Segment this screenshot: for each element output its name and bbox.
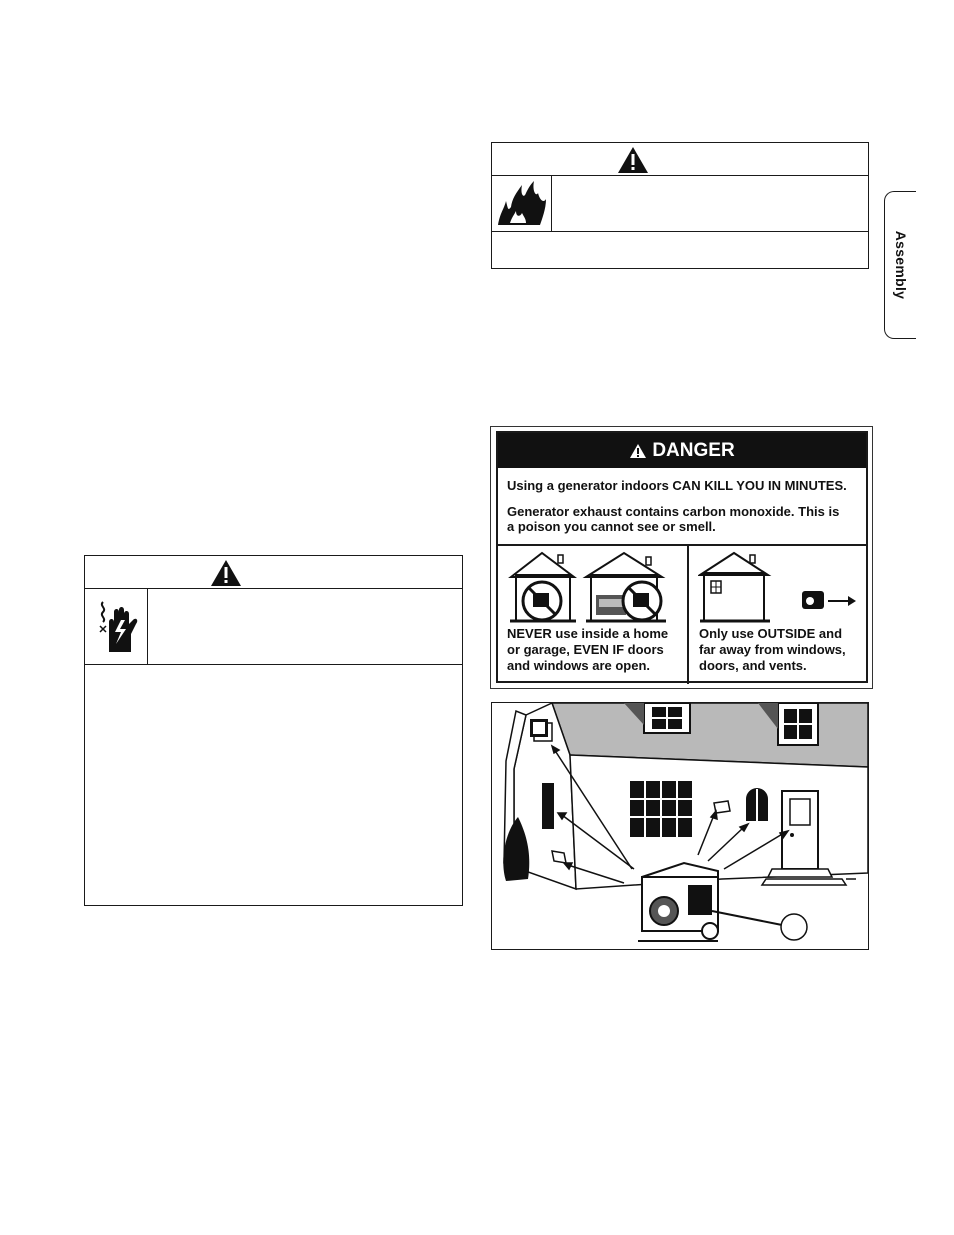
- no-generator-in-home-garage-icon: [506, 549, 686, 623]
- danger-label: [496, 431, 868, 683]
- electric-shock-hand-icon: [95, 600, 139, 654]
- warning-triangle-icon: [616, 145, 650, 175]
- side-tab-label: Assembly: [892, 230, 909, 300]
- right-caption: Only use OUTSIDE and far away from windows, doors, and vents.: [699, 626, 846, 673]
- danger-line-1: Using a generator indoors CAN KILL YOU IN MINUTES.: [507, 478, 847, 493]
- warning-triangle-icon: [629, 443, 647, 459]
- generator-outside-icon: [698, 549, 862, 623]
- danger-title: DANGER: [652, 439, 735, 461]
- shock-warning-box: [84, 555, 463, 906]
- fire-icon: [496, 179, 548, 227]
- danger-header: [498, 433, 866, 468]
- warning-triangle-icon: [209, 558, 243, 588]
- generator-placement-illustration: [491, 702, 869, 950]
- danger-line-2b: a poison you cannot see or smell.: [507, 519, 716, 534]
- left-caption: NEVER use inside a home or garage, EVEN IF doors and windows are open.: [507, 626, 669, 673]
- danger-line-2a: Generator exhaust contains carbon monoxide. This is: [507, 504, 840, 519]
- fire-warning-box: [491, 142, 869, 269]
- assembly-side-tab[interactable]: [884, 191, 916, 339]
